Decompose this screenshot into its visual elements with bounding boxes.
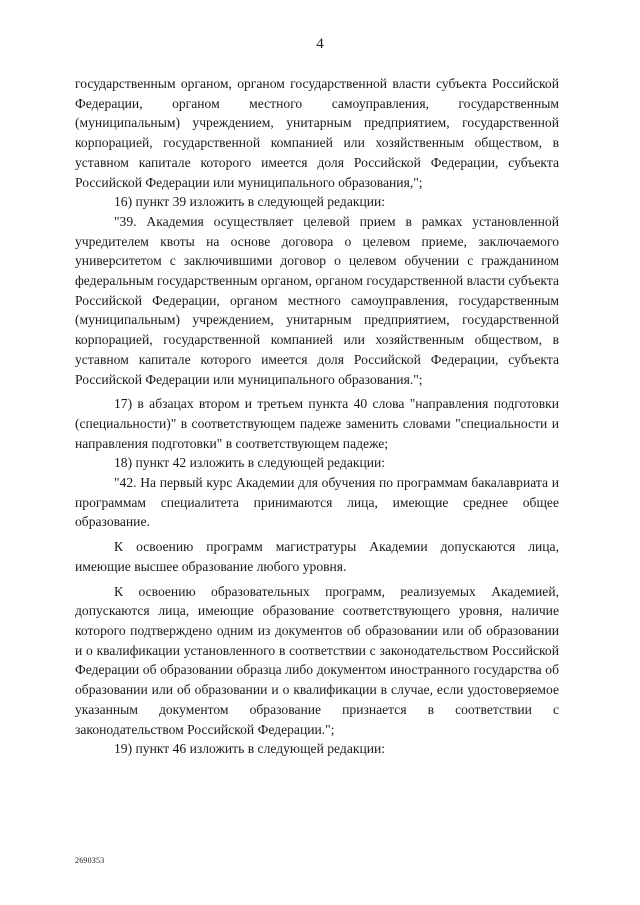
paragraph-masters-admission: К освоению программ магистратуры Академии допускаются лица, имеющие высшее образование любого уровня. [75,539,559,574]
document-code: 2690353 [75,856,105,865]
paragraph-item-19: 19) пункт 46 изложить в следующей редакции: [114,741,386,757]
paragraph-clause-42: "42. На первый курс Академии для обучения по программам бакалавриата и программам специалитета принимаются лица, имеющие среднее общее образование. [75,475,559,530]
paragraph-item-18: 18) пункт 42 изложить в следующей редакции: [114,455,386,471]
document-body [75,74,559,759]
paragraph-clause-39: "39. Академия осуществляет целевой прием в рамках установленной учредителем квоты на основе договора о целевом приеме, заключаемого университетом с заключившими договор о целевом обучении с гражданином федеральным государственным органом, органом государственной власти субъекта Российской Федерации, органом местного самоуправления, государственным (муниципальным) учреждением, унитарным предприятием, государственной корпорацией, государственной компанией или хозяйственным обществом, в уставном капитале которого имеется доля Российской Федерации, субъекта Российской Федерации или муниципального образования."; [75,213,559,387]
paragraph-programs-admission: К освоению образовательных программ, реализуемых Академией, допускаются лица, имеющие образование соответствующего уровня, наличие которого подтверждено одним из документов об образовании или об образовании и о квалификации установленного в соответствии с законодательством Российской Федерации об образовании образца либо документом иностранного государства об образовании или об образовании и о квалификации в случае, если удостоверяемое указанным документом образование признается в соответствии с законодательством Российской Федерации."; [75,583,559,737]
paragraph-item-17: 17) в абзацах втором и третьем пункта 40 слова "направления подготовки (специальности)" в соответствующем падеже заменить словами "специальности и направления подготовки" в соответствующем падеже; [75,396,559,451]
paragraph-item-16: 16) пункт 39 изложить в следующей редакции: [114,194,386,210]
paragraph-continuation: государственным органом, органом государственной власти субъекта Российской Федерации, органом местного самоуправления, государственным (муниципальным) учреждением, унитарным предприятием, государственной корпорацией, государственной компанией или хозяйственным обществом, в уставном капитале которого имеется доля Российской Федерации, субъекта Российской Федерации или муниципального образования,"; [75,76,559,190]
page-number: 4 [316,36,324,52]
